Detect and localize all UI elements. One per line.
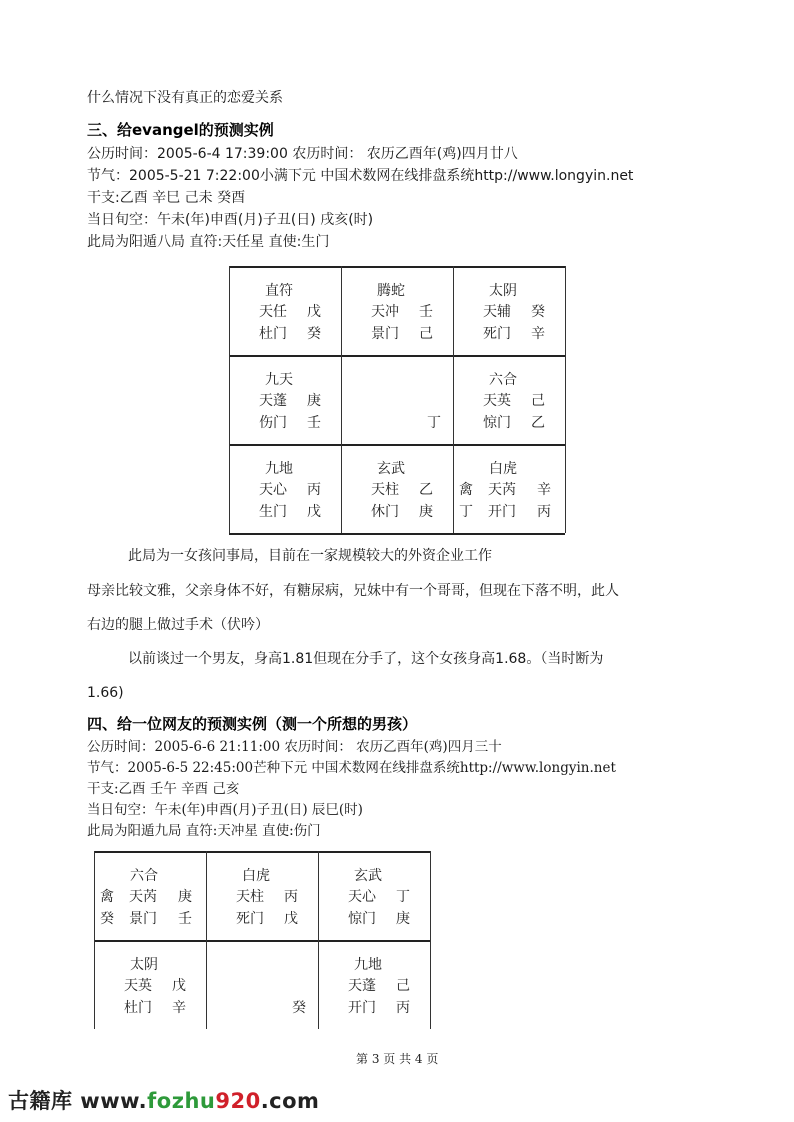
palace-star: 天柱: [371, 482, 399, 498]
section3-paragraph-5: 1.66): [87, 685, 124, 701]
board4-hline: [94, 940, 430, 942]
palace-door: 杜门: [259, 326, 287, 342]
section3-info-ganzhi: 干支:乙酉 辛巳 己未 癸酉: [87, 190, 246, 206]
board3-palace: [341, 280, 453, 355]
palace-deity: 九天: [265, 372, 293, 388]
palace-door-stem: 癸: [292, 1000, 306, 1016]
palace-deity: 九地: [354, 957, 382, 973]
palace-door-stem: 庚: [396, 911, 410, 927]
section3-paragraph-3: 右边的腿上做过手术（伏吟）: [87, 617, 269, 633]
board3-palace: [453, 369, 565, 444]
board3-palace: [229, 458, 341, 533]
section3-heading: 三、给evangel的预测实例: [87, 121, 274, 139]
palace-star-stem: 己: [531, 393, 545, 409]
palace-door-stem: 戊: [284, 911, 298, 927]
palace-deity: 白虎: [489, 461, 517, 477]
palace-star-stem: 乙: [419, 482, 433, 498]
section4-info-solar: 公历时间：2005-6-6 21:11:00 农历时间： 农历乙酉年(鸡)四月三十: [87, 739, 502, 755]
section4-info-void: 当日旬空：午未(年)申酉(月)子丑(日) 辰巳(时): [87, 802, 363, 818]
palace-door-stem: 庚: [419, 504, 433, 520]
palace-door: 景门: [129, 911, 157, 927]
palace-deity: 玄武: [377, 461, 405, 477]
palace-door: 死门: [236, 911, 264, 927]
palace-deity: 九地: [265, 461, 293, 477]
palace-door: 开门: [348, 1000, 376, 1016]
palace-deity: 玄武: [354, 868, 382, 884]
palace-door-stem: 己: [419, 326, 433, 342]
palace-star-stem: 戊: [307, 304, 321, 320]
palace-door-stem: 辛: [531, 326, 545, 342]
board3-palace: [341, 458, 453, 533]
watermark-suffix: .com: [260, 1089, 320, 1113]
section4-info-ganzhi: 干支:乙酉 壬午 辛酉 己亥: [87, 781, 240, 797]
palace-door-stem: 癸: [307, 326, 321, 342]
palace-star: 天英: [124, 978, 152, 994]
palace-star: 天心: [259, 482, 287, 498]
palace-star: 天芮: [488, 482, 516, 498]
watermark-logo: [8, 1085, 319, 1115]
board3-palace: [453, 458, 565, 533]
board3-hline: [229, 355, 565, 357]
palace-star-stem: 戊: [172, 978, 186, 994]
section4-info-solar-term: 节气：2005-6-5 22:45:00芒种下元 中国术数网在线排盘系统http://www.longyin.net: [87, 760, 616, 776]
palace-deity: 太阴: [489, 283, 517, 299]
palace-star: 天芮: [129, 889, 157, 905]
board3-hline: [229, 533, 565, 535]
section4-info-ju: 此局为阳遁九局 直符:天冲星 直使:伤门: [87, 823, 321, 839]
palace-star-stem: 丙: [307, 482, 321, 498]
watermark-red: 920: [215, 1089, 261, 1113]
section3-paragraph-2: 母亲比较文雅，父亲身体不好，有糖尿病，兄妹中有一个哥哥，但现在下落不明，此人: [87, 583, 619, 599]
section3-info-solar: 公历时间：2005-6-4 17:39:00 农历时间： 农历乙酉年(鸡)四月廿八: [87, 146, 518, 162]
palace-extra-star: 禽: [459, 482, 473, 498]
palace-star: 天蓬: [348, 978, 376, 994]
board4-palace: [318, 954, 430, 1029]
palace-extra-stem: 丁: [459, 504, 473, 520]
palace-star: 天英: [483, 393, 511, 409]
board3-vline: [565, 266, 566, 533]
palace-door: 伤门: [259, 415, 287, 431]
palace-door: 生门: [259, 504, 287, 520]
palace-door-stem: 丙: [537, 504, 551, 520]
board3-palace: [453, 280, 565, 355]
section3-info-ju: 此局为阳遁八局 直符:天任星 直使:生门: [87, 234, 330, 250]
palace-star-stem: 癸: [531, 304, 545, 320]
palace-star-stem: 辛: [537, 482, 551, 498]
board4-palace: [206, 954, 318, 1029]
palace-door-stem: 辛: [172, 1000, 186, 1016]
section4-heading: 四、给一位网友的预测实例（测一个所想的男孩）: [87, 715, 418, 733]
palace-star-stem: 壬: [419, 304, 433, 320]
palace-star: 天任: [259, 304, 287, 320]
intro-line: 什么情况下没有真正的恋爱关系: [87, 90, 283, 106]
palace-star: 天心: [348, 889, 376, 905]
palace-door-stem: 戊: [307, 504, 321, 520]
palace-door: 死门: [483, 326, 511, 342]
palace-star-stem: 庚: [178, 889, 192, 905]
section4-qimen-board: [94, 851, 430, 1019]
board4-hline: [94, 851, 430, 853]
palace-door: 惊门: [348, 911, 376, 927]
palace-deity: 太阴: [130, 957, 158, 973]
board4-vline: [430, 851, 431, 1029]
palace-door-stem: 丙: [396, 1000, 410, 1016]
palace-door: 惊门: [483, 415, 511, 431]
board3-palace: [229, 280, 341, 355]
palace-star: 天蓬: [259, 393, 287, 409]
palace-deity: 白虎: [242, 868, 270, 884]
palace-deity: 六合: [130, 868, 158, 884]
board4-palace: [94, 954, 206, 1029]
palace-door: 景门: [371, 326, 399, 342]
palace-star: 天冲: [371, 304, 399, 320]
section3-paragraph-1: 此局为一女孩问事局，目前在一家规模较大的外资企业工作: [128, 548, 492, 564]
palace-door: 开门: [488, 504, 516, 520]
board3-palace: [229, 369, 341, 444]
palace-door-stem: 壬: [307, 415, 321, 431]
board4-palace: [206, 865, 318, 940]
palace-star-stem: 庚: [307, 393, 321, 409]
board4-palace: [94, 865, 206, 940]
palace-extra-stem: 癸: [100, 911, 114, 927]
board3-palace: [341, 369, 453, 444]
palace-door-stem: 乙: [531, 415, 545, 431]
palace-extra-star: 禽: [100, 889, 114, 905]
palace-star: 天辅: [483, 304, 511, 320]
page-indicator: 第 3 页 共 4 页: [356, 1052, 439, 1066]
palace-door-stem: 丁: [427, 415, 441, 431]
watermark-green: fozhu: [147, 1089, 216, 1113]
board3-hline: [229, 444, 565, 446]
board3-hline: [229, 266, 565, 268]
section3-qimen-board: [229, 266, 565, 536]
palace-star-stem: 己: [396, 978, 410, 994]
palace-star-stem: 丙: [284, 889, 298, 905]
palace-star-stem: 丁: [396, 889, 410, 905]
palace-deity: 直符: [265, 283, 293, 299]
palace-deity: 六合: [489, 372, 517, 388]
section3-info-void: 当日旬空：午未(年)申酉(月)子丑(日) 戌亥(时): [87, 212, 374, 228]
palace-door: 杜门: [124, 1000, 152, 1016]
palace-door: 休门: [371, 504, 399, 520]
watermark-prefix: 古籍库 www.: [8, 1089, 148, 1113]
board4-palace: [318, 865, 430, 940]
palace-deity: 腾蛇: [377, 283, 405, 299]
section3-info-solar-term: 节气：2005-5-21 7:22:00小满下元 中国术数网在线排盘系统http://www.longyin.net: [87, 168, 634, 184]
palace-star: 天柱: [236, 889, 264, 905]
palace-door-stem: 壬: [178, 911, 192, 927]
section3-paragraph-4: 以前谈过一个男友，身高1.81但现在分手了，这个女孩身高1.68。（当时断为: [128, 651, 604, 667]
